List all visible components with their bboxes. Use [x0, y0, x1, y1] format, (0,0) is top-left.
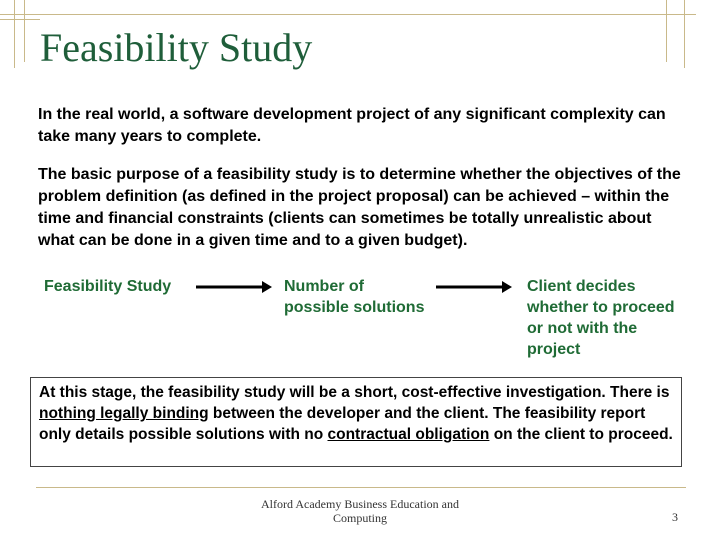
- note-text-c: on the client to proceed.: [489, 426, 673, 443]
- frame-top-line: [0, 14, 696, 15]
- footer-rule: [36, 487, 686, 488]
- note-underline-contractual: contractual obligation: [327, 426, 490, 443]
- frame-vertical-inner: [24, 0, 25, 62]
- footer-organization: [240, 497, 480, 525]
- flow-step-3-line-1: Client decides: [527, 278, 636, 295]
- note-underline-nothing-binding: nothing legally binding: [39, 405, 209, 422]
- flow-arrow-2: [436, 280, 512, 294]
- feasibility-note-box: [30, 377, 682, 467]
- slide-title: Feasibility Study: [40, 25, 313, 70]
- flow-step-feasibility: [44, 276, 171, 297]
- note-text-b: between the developer and the client. The feasibility report only details possible solutions with no: [39, 405, 646, 443]
- frame-vertical-left: [14, 0, 15, 68]
- flow-step-3-line-4: project: [527, 341, 581, 358]
- flow-step-2-line-1: Number of: [284, 278, 364, 295]
- flow-step-client-decides: [527, 276, 675, 360]
- footer-line-1: Alford Academy Business Education and: [261, 497, 459, 511]
- frame-vertical-right-2: [684, 0, 685, 68]
- flow-arrow-1: [196, 280, 272, 294]
- page-number: 3: [672, 510, 678, 524]
- intro-paragraph: In the real world, a software development project of any significant complexity can take many years to complete.: [38, 106, 666, 145]
- note-text-a: At this stage, the feasibility study will be a short, cost-effective investigation. There is: [39, 384, 670, 401]
- purpose-paragraph: The basic purpose of a feasibility study is to determine whether the objectives of the problem definition (as defined in the project proposal) can be achieved – within the time and financial constraints (clients can sometimes be totally unrealistic about what can be done in a given time and to a given budget).: [38, 166, 681, 249]
- flow-step-3-line-2: whether to proceed: [527, 299, 675, 316]
- flow-step-3-line-3: or not with the: [527, 320, 638, 337]
- flow-step-solutions: [284, 276, 424, 318]
- frame-top-line-short: [0, 19, 40, 20]
- footer-line-2: Computing: [332, 511, 387, 525]
- flow-step-1-label: Feasibility Study: [44, 278, 172, 295]
- flow-step-2-line-2: possible solutions: [284, 299, 425, 316]
- frame-vertical-right: [666, 0, 667, 62]
